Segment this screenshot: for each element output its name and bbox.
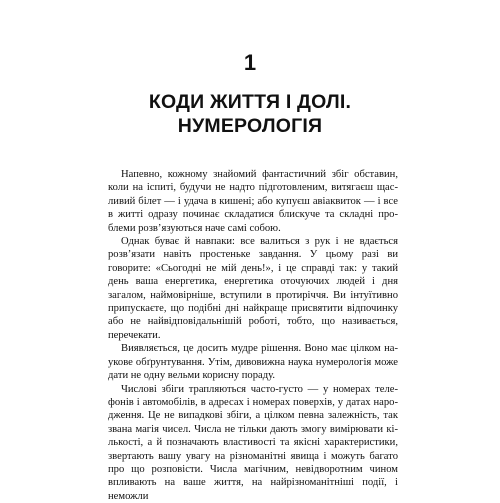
chapter-number: 1 <box>0 50 500 76</box>
paragraph: Напевно, кожному знайомий фантастичний збіг обставин, коли на іспиті, будучи не надто підготовленим, витягаєш щасливий білет — і удача в кишені; або купуєш авіаквиток — і все в житті одразу починає складатися блискуче та складні проблеми розв’язуються наче самі собою. <box>108 168 398 235</box>
chapter-title-line-2: НУМЕРОЛОГІЯ <box>60 114 440 138</box>
paragraph: Виявляється, це досить мудре рішення. Воно має цілком наукове обґрунтування. Утім, дивовижна наука нумерологія може дати не одну вельми корисну пораду. <box>108 342 398 382</box>
paragraph: Числові збіги трапляються часто-густо — у номерах телефонів і автомобілів, в адресах і номерах поверхів, у датах народження. Це не випадкові збіги, а цілком певна залежність, так звана магія чисел. Числа не тільки дають змогу вимірювати кількості, а й позначають властивості та якісні характеристики, звертають вашу увагу на різноманітні явища і можуть багато про що розповісти. Числа магічним, невідворотним чином впливають на ваше життя, на найрізноманітніші події, і неможли <box>108 383 398 503</box>
body-text <box>108 168 398 503</box>
chapter-title-line-1: КОДИ ЖИТТЯ І ДОЛІ. <box>60 90 440 114</box>
chapter-title <box>60 90 440 138</box>
paragraph: Однак буває й навпаки: все валиться з рук і не вдається розв’язати навіть простеньке завдання. У цьому разі ви говорите: «Сьогодні не мій день!», і це справді так: у такий день ваша енергетика, енергетика оточуючих людей і дня загалом, наймовірніше, вступили в протиріччя. Ви інтуїтивно припускаєте, що подібні дні найкраще присвятити відпочинку або не найвідповідальнішій роботі, тобто, що називається, перечекати. <box>108 235 398 342</box>
